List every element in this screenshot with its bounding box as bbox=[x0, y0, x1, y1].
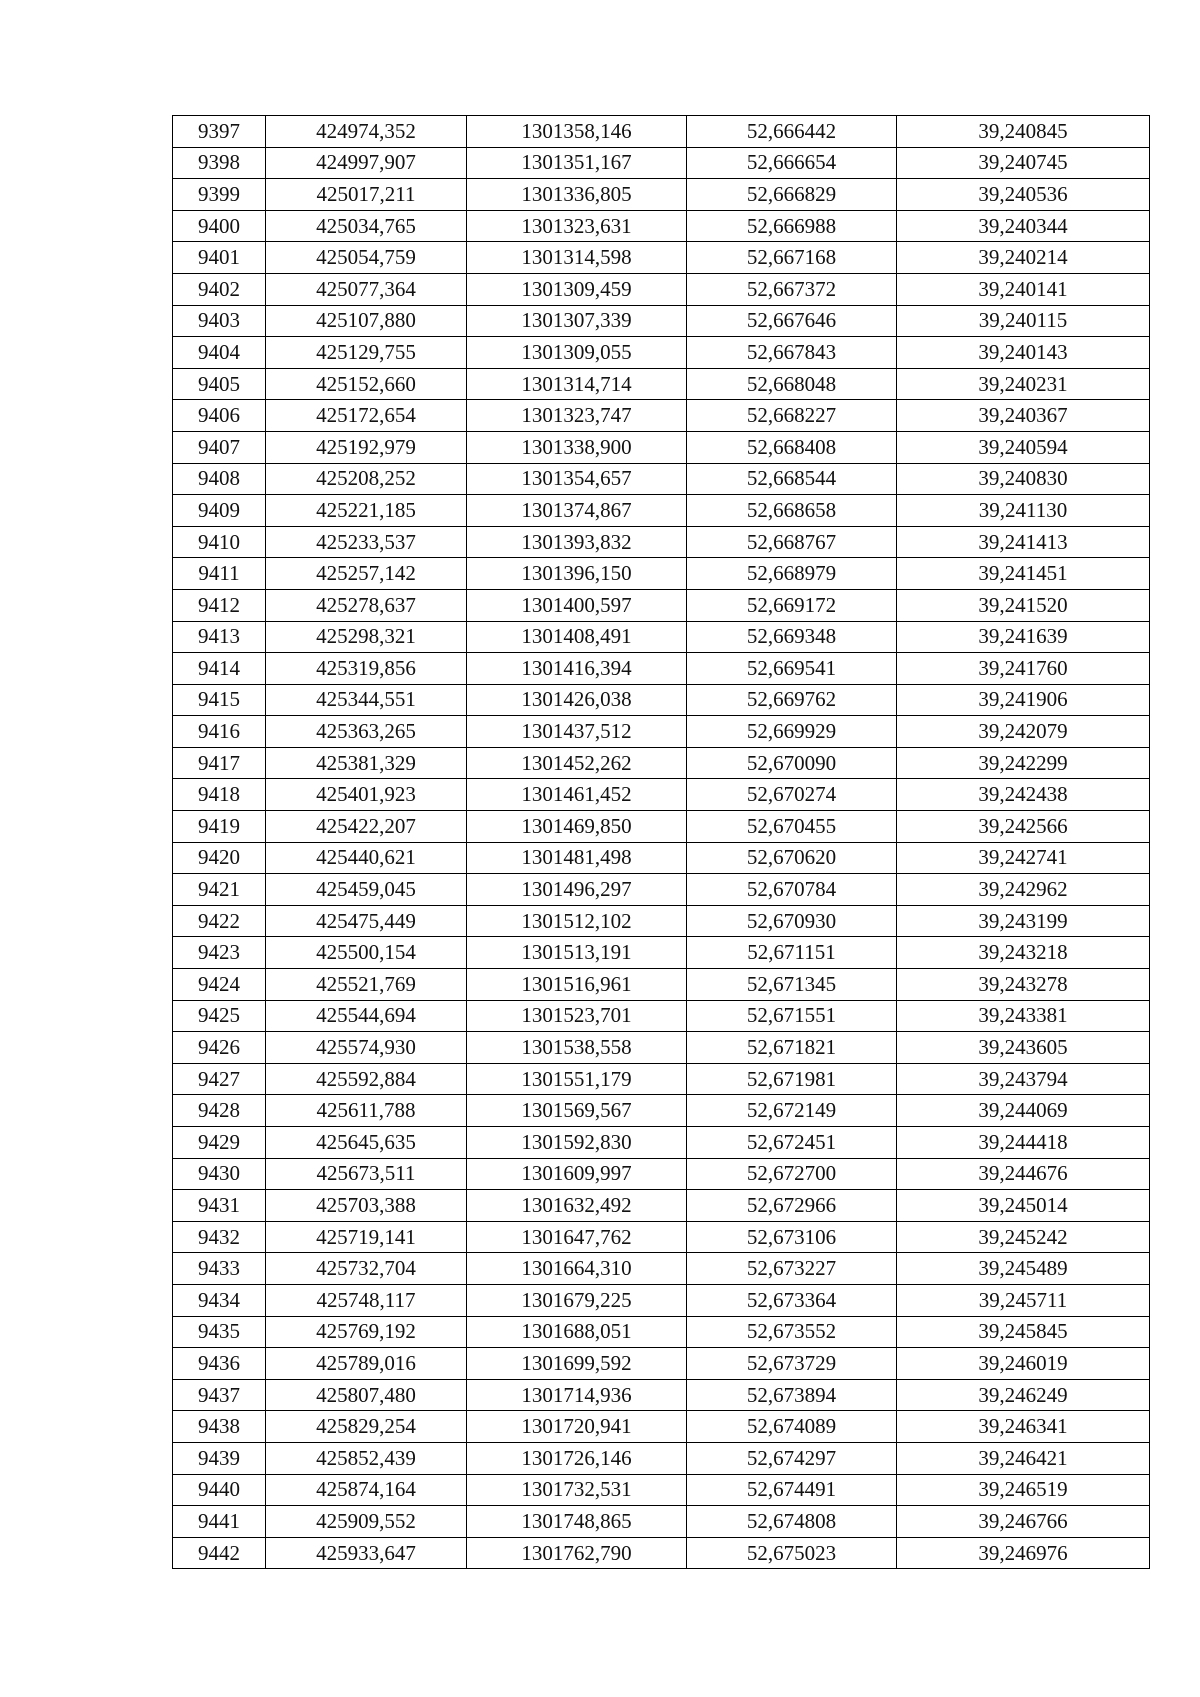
x-coordinate-cell: 425500,154 bbox=[266, 937, 467, 969]
y-coordinate-cell: 1301569,567 bbox=[467, 1095, 687, 1127]
y-coordinate-cell: 1301336,805 bbox=[467, 179, 687, 211]
longitude-cell: 39,241639 bbox=[897, 621, 1150, 653]
longitude-cell: 39,246341 bbox=[897, 1411, 1150, 1443]
x-coordinate-cell: 425233,537 bbox=[266, 526, 467, 558]
y-coordinate-cell: 1301461,452 bbox=[467, 779, 687, 811]
x-coordinate-cell: 425221,185 bbox=[266, 495, 467, 527]
table-row bbox=[173, 811, 1150, 843]
point-number-cell: 9405 bbox=[173, 368, 266, 400]
longitude-cell: 39,246249 bbox=[897, 1379, 1150, 1411]
y-coordinate-cell: 1301358,146 bbox=[467, 116, 687, 148]
x-coordinate-cell: 425475,449 bbox=[266, 905, 467, 937]
y-coordinate-cell: 1301396,150 bbox=[467, 558, 687, 590]
longitude-cell: 39,241520 bbox=[897, 589, 1150, 621]
point-number-cell: 9439 bbox=[173, 1442, 266, 1474]
table-row bbox=[173, 210, 1150, 242]
longitude-cell: 39,245242 bbox=[897, 1221, 1150, 1253]
table-row bbox=[173, 589, 1150, 621]
point-number-cell: 9399 bbox=[173, 179, 266, 211]
latitude-cell: 52,670784 bbox=[687, 874, 897, 906]
table-row bbox=[173, 179, 1150, 211]
table-row bbox=[173, 1348, 1150, 1380]
table-row bbox=[173, 558, 1150, 590]
table-row bbox=[173, 526, 1150, 558]
table-row bbox=[173, 273, 1150, 305]
x-coordinate-cell: 425208,252 bbox=[266, 463, 467, 495]
point-number-cell: 9397 bbox=[173, 116, 266, 148]
y-coordinate-cell: 1301732,531 bbox=[467, 1474, 687, 1506]
longitude-cell: 39,240745 bbox=[897, 147, 1150, 179]
y-coordinate-cell: 1301762,790 bbox=[467, 1537, 687, 1569]
x-coordinate-cell: 424974,352 bbox=[266, 116, 467, 148]
x-coordinate-cell: 424997,907 bbox=[266, 147, 467, 179]
latitude-cell: 52,671345 bbox=[687, 969, 897, 1001]
longitude-cell: 39,241130 bbox=[897, 495, 1150, 527]
latitude-cell: 52,668979 bbox=[687, 558, 897, 590]
table-row bbox=[173, 1190, 1150, 1222]
y-coordinate-cell: 1301512,102 bbox=[467, 905, 687, 937]
latitude-cell: 52,671821 bbox=[687, 1032, 897, 1064]
longitude-cell: 39,240845 bbox=[897, 116, 1150, 148]
y-coordinate-cell: 1301452,262 bbox=[467, 747, 687, 779]
table-row bbox=[173, 147, 1150, 179]
x-coordinate-cell: 425440,621 bbox=[266, 842, 467, 874]
point-number-cell: 9423 bbox=[173, 937, 266, 969]
table-row bbox=[173, 1537, 1150, 1569]
longitude-cell: 39,244069 bbox=[897, 1095, 1150, 1127]
longitude-cell: 39,240367 bbox=[897, 400, 1150, 432]
x-coordinate-cell: 425192,979 bbox=[266, 431, 467, 463]
y-coordinate-cell: 1301609,997 bbox=[467, 1158, 687, 1190]
table-row bbox=[173, 305, 1150, 337]
longitude-cell: 39,243381 bbox=[897, 1000, 1150, 1032]
latitude-cell: 52,673552 bbox=[687, 1316, 897, 1348]
latitude-cell: 52,674089 bbox=[687, 1411, 897, 1443]
y-coordinate-cell: 1301323,747 bbox=[467, 400, 687, 432]
coordinates-table bbox=[172, 115, 1150, 1569]
y-coordinate-cell: 1301481,498 bbox=[467, 842, 687, 874]
x-coordinate-cell: 425278,637 bbox=[266, 589, 467, 621]
y-coordinate-cell: 1301538,558 bbox=[467, 1032, 687, 1064]
table-row bbox=[173, 1063, 1150, 1095]
point-number-cell: 9413 bbox=[173, 621, 266, 653]
x-coordinate-cell: 425034,765 bbox=[266, 210, 467, 242]
point-number-cell: 9406 bbox=[173, 400, 266, 432]
table-row bbox=[173, 337, 1150, 369]
point-number-cell: 9419 bbox=[173, 811, 266, 843]
latitude-cell: 52,669172 bbox=[687, 589, 897, 621]
latitude-cell: 52,668408 bbox=[687, 431, 897, 463]
table-row bbox=[173, 874, 1150, 906]
point-number-cell: 9427 bbox=[173, 1063, 266, 1095]
point-number-cell: 9418 bbox=[173, 779, 266, 811]
y-coordinate-cell: 1301408,491 bbox=[467, 621, 687, 653]
y-coordinate-cell: 1301351,167 bbox=[467, 147, 687, 179]
y-coordinate-cell: 1301688,051 bbox=[467, 1316, 687, 1348]
table-row bbox=[173, 242, 1150, 274]
table-row bbox=[173, 684, 1150, 716]
longitude-cell: 39,242962 bbox=[897, 874, 1150, 906]
y-coordinate-cell: 1301426,038 bbox=[467, 684, 687, 716]
latitude-cell: 52,671981 bbox=[687, 1063, 897, 1095]
x-coordinate-cell: 425544,694 bbox=[266, 1000, 467, 1032]
y-coordinate-cell: 1301679,225 bbox=[467, 1284, 687, 1316]
point-number-cell: 9398 bbox=[173, 147, 266, 179]
point-number-cell: 9437 bbox=[173, 1379, 266, 1411]
longitude-cell: 39,242741 bbox=[897, 842, 1150, 874]
point-number-cell: 9417 bbox=[173, 747, 266, 779]
y-coordinate-cell: 1301523,701 bbox=[467, 1000, 687, 1032]
x-coordinate-cell: 425703,388 bbox=[266, 1190, 467, 1222]
longitude-cell: 39,240830 bbox=[897, 463, 1150, 495]
point-number-cell: 9400 bbox=[173, 210, 266, 242]
table-row bbox=[173, 1000, 1150, 1032]
coordinates-table-body bbox=[173, 116, 1150, 1569]
x-coordinate-cell: 425748,117 bbox=[266, 1284, 467, 1316]
longitude-cell: 39,243794 bbox=[897, 1063, 1150, 1095]
longitude-cell: 39,240214 bbox=[897, 242, 1150, 274]
longitude-cell: 39,245489 bbox=[897, 1253, 1150, 1285]
y-coordinate-cell: 1301632,492 bbox=[467, 1190, 687, 1222]
longitude-cell: 39,243218 bbox=[897, 937, 1150, 969]
y-coordinate-cell: 1301516,961 bbox=[467, 969, 687, 1001]
latitude-cell: 52,672149 bbox=[687, 1095, 897, 1127]
point-number-cell: 9426 bbox=[173, 1032, 266, 1064]
latitude-cell: 52,674297 bbox=[687, 1442, 897, 1474]
table-row bbox=[173, 1284, 1150, 1316]
x-coordinate-cell: 425381,329 bbox=[266, 747, 467, 779]
table-row bbox=[173, 779, 1150, 811]
longitude-cell: 39,240115 bbox=[897, 305, 1150, 337]
longitude-cell: 39,244676 bbox=[897, 1158, 1150, 1190]
point-number-cell: 9436 bbox=[173, 1348, 266, 1380]
point-number-cell: 9438 bbox=[173, 1411, 266, 1443]
latitude-cell: 52,667843 bbox=[687, 337, 897, 369]
point-number-cell: 9433 bbox=[173, 1253, 266, 1285]
latitude-cell: 52,673106 bbox=[687, 1221, 897, 1253]
y-coordinate-cell: 1301307,339 bbox=[467, 305, 687, 337]
latitude-cell: 52,674808 bbox=[687, 1506, 897, 1538]
longitude-cell: 39,240536 bbox=[897, 179, 1150, 211]
longitude-cell: 39,240231 bbox=[897, 368, 1150, 400]
longitude-cell: 39,243278 bbox=[897, 969, 1150, 1001]
point-number-cell: 9422 bbox=[173, 905, 266, 937]
point-number-cell: 9431 bbox=[173, 1190, 266, 1222]
latitude-cell: 52,670090 bbox=[687, 747, 897, 779]
point-number-cell: 9411 bbox=[173, 558, 266, 590]
latitude-cell: 52,666988 bbox=[687, 210, 897, 242]
x-coordinate-cell: 425363,265 bbox=[266, 716, 467, 748]
point-number-cell: 9401 bbox=[173, 242, 266, 274]
point-number-cell: 9424 bbox=[173, 969, 266, 1001]
y-coordinate-cell: 1301664,310 bbox=[467, 1253, 687, 1285]
y-coordinate-cell: 1301338,900 bbox=[467, 431, 687, 463]
table-row bbox=[173, 1442, 1150, 1474]
point-number-cell: 9404 bbox=[173, 337, 266, 369]
table-row bbox=[173, 747, 1150, 779]
latitude-cell: 52,670620 bbox=[687, 842, 897, 874]
table-row bbox=[173, 368, 1150, 400]
table-row bbox=[173, 495, 1150, 527]
x-coordinate-cell: 425054,759 bbox=[266, 242, 467, 274]
y-coordinate-cell: 1301513,191 bbox=[467, 937, 687, 969]
longitude-cell: 39,242438 bbox=[897, 779, 1150, 811]
x-coordinate-cell: 425673,511 bbox=[266, 1158, 467, 1190]
y-coordinate-cell: 1301437,512 bbox=[467, 716, 687, 748]
latitude-cell: 52,670455 bbox=[687, 811, 897, 843]
table-row bbox=[173, 463, 1150, 495]
x-coordinate-cell: 425172,654 bbox=[266, 400, 467, 432]
y-coordinate-cell: 1301496,297 bbox=[467, 874, 687, 906]
table-row bbox=[173, 653, 1150, 685]
point-number-cell: 9430 bbox=[173, 1158, 266, 1190]
table-row bbox=[173, 1253, 1150, 1285]
table-row bbox=[173, 1506, 1150, 1538]
latitude-cell: 52,666829 bbox=[687, 179, 897, 211]
longitude-cell: 39,245014 bbox=[897, 1190, 1150, 1222]
point-number-cell: 9409 bbox=[173, 495, 266, 527]
latitude-cell: 52,673894 bbox=[687, 1379, 897, 1411]
latitude-cell: 52,667372 bbox=[687, 273, 897, 305]
y-coordinate-cell: 1301748,865 bbox=[467, 1506, 687, 1538]
x-coordinate-cell: 425077,364 bbox=[266, 273, 467, 305]
point-number-cell: 9408 bbox=[173, 463, 266, 495]
point-number-cell: 9434 bbox=[173, 1284, 266, 1316]
table-row bbox=[173, 716, 1150, 748]
latitude-cell: 52,672451 bbox=[687, 1127, 897, 1159]
latitude-cell: 52,671551 bbox=[687, 1000, 897, 1032]
y-coordinate-cell: 1301374,867 bbox=[467, 495, 687, 527]
latitude-cell: 52,669348 bbox=[687, 621, 897, 653]
x-coordinate-cell: 425574,930 bbox=[266, 1032, 467, 1064]
latitude-cell: 52,670930 bbox=[687, 905, 897, 937]
point-number-cell: 9442 bbox=[173, 1537, 266, 1569]
x-coordinate-cell: 425732,704 bbox=[266, 1253, 467, 1285]
y-coordinate-cell: 1301647,762 bbox=[467, 1221, 687, 1253]
x-coordinate-cell: 425344,551 bbox=[266, 684, 467, 716]
point-number-cell: 9414 bbox=[173, 653, 266, 685]
x-coordinate-cell: 425129,755 bbox=[266, 337, 467, 369]
x-coordinate-cell: 425459,045 bbox=[266, 874, 467, 906]
y-coordinate-cell: 1301323,631 bbox=[467, 210, 687, 242]
point-number-cell: 9421 bbox=[173, 874, 266, 906]
table-row bbox=[173, 937, 1150, 969]
x-coordinate-cell: 425829,254 bbox=[266, 1411, 467, 1443]
point-number-cell: 9410 bbox=[173, 526, 266, 558]
latitude-cell: 52,668767 bbox=[687, 526, 897, 558]
y-coordinate-cell: 1301714,936 bbox=[467, 1379, 687, 1411]
longitude-cell: 39,240141 bbox=[897, 273, 1150, 305]
longitude-cell: 39,245845 bbox=[897, 1316, 1150, 1348]
longitude-cell: 39,241413 bbox=[897, 526, 1150, 558]
longitude-cell: 39,246421 bbox=[897, 1442, 1150, 1474]
y-coordinate-cell: 1301400,597 bbox=[467, 589, 687, 621]
table-row bbox=[173, 1474, 1150, 1506]
point-number-cell: 9435 bbox=[173, 1316, 266, 1348]
longitude-cell: 39,246766 bbox=[897, 1506, 1150, 1538]
latitude-cell: 52,673729 bbox=[687, 1348, 897, 1380]
x-coordinate-cell: 425807,480 bbox=[266, 1379, 467, 1411]
point-number-cell: 9432 bbox=[173, 1221, 266, 1253]
longitude-cell: 39,241906 bbox=[897, 684, 1150, 716]
x-coordinate-cell: 425401,923 bbox=[266, 779, 467, 811]
x-coordinate-cell: 425257,142 bbox=[266, 558, 467, 590]
table-row bbox=[173, 1379, 1150, 1411]
longitude-cell: 39,240143 bbox=[897, 337, 1150, 369]
point-number-cell: 9415 bbox=[173, 684, 266, 716]
latitude-cell: 52,668544 bbox=[687, 463, 897, 495]
longitude-cell: 39,243605 bbox=[897, 1032, 1150, 1064]
latitude-cell: 52,673227 bbox=[687, 1253, 897, 1285]
longitude-cell: 39,240344 bbox=[897, 210, 1150, 242]
latitude-cell: 52,673364 bbox=[687, 1284, 897, 1316]
longitude-cell: 39,246519 bbox=[897, 1474, 1150, 1506]
x-coordinate-cell: 425592,884 bbox=[266, 1063, 467, 1095]
point-number-cell: 9429 bbox=[173, 1127, 266, 1159]
longitude-cell: 39,242079 bbox=[897, 716, 1150, 748]
table-row bbox=[173, 842, 1150, 874]
latitude-cell: 52,668048 bbox=[687, 368, 897, 400]
point-number-cell: 9425 bbox=[173, 1000, 266, 1032]
x-coordinate-cell: 425422,207 bbox=[266, 811, 467, 843]
y-coordinate-cell: 1301309,055 bbox=[467, 337, 687, 369]
y-coordinate-cell: 1301314,598 bbox=[467, 242, 687, 274]
table-row bbox=[173, 1032, 1150, 1064]
y-coordinate-cell: 1301551,179 bbox=[467, 1063, 687, 1095]
y-coordinate-cell: 1301720,941 bbox=[467, 1411, 687, 1443]
y-coordinate-cell: 1301309,459 bbox=[467, 273, 687, 305]
latitude-cell: 52,669541 bbox=[687, 653, 897, 685]
y-coordinate-cell: 1301416,394 bbox=[467, 653, 687, 685]
longitude-cell: 39,241760 bbox=[897, 653, 1150, 685]
table-row bbox=[173, 1127, 1150, 1159]
longitude-cell: 39,245711 bbox=[897, 1284, 1150, 1316]
point-number-cell: 9402 bbox=[173, 273, 266, 305]
x-coordinate-cell: 425789,016 bbox=[266, 1348, 467, 1380]
point-number-cell: 9412 bbox=[173, 589, 266, 621]
table-row bbox=[173, 905, 1150, 937]
latitude-cell: 52,671151 bbox=[687, 937, 897, 969]
table-row bbox=[173, 400, 1150, 432]
y-coordinate-cell: 1301699,592 bbox=[467, 1348, 687, 1380]
y-coordinate-cell: 1301354,657 bbox=[467, 463, 687, 495]
longitude-cell: 39,240594 bbox=[897, 431, 1150, 463]
x-coordinate-cell: 425152,660 bbox=[266, 368, 467, 400]
point-number-cell: 9428 bbox=[173, 1095, 266, 1127]
longitude-cell: 39,242299 bbox=[897, 747, 1150, 779]
latitude-cell: 52,675023 bbox=[687, 1537, 897, 1569]
y-coordinate-cell: 1301314,714 bbox=[467, 368, 687, 400]
point-number-cell: 9416 bbox=[173, 716, 266, 748]
longitude-cell: 39,243199 bbox=[897, 905, 1150, 937]
y-coordinate-cell: 1301726,146 bbox=[467, 1442, 687, 1474]
latitude-cell: 52,666442 bbox=[687, 116, 897, 148]
x-coordinate-cell: 425874,164 bbox=[266, 1474, 467, 1506]
table-row bbox=[173, 431, 1150, 463]
latitude-cell: 52,669929 bbox=[687, 716, 897, 748]
x-coordinate-cell: 425769,192 bbox=[266, 1316, 467, 1348]
table-row bbox=[173, 116, 1150, 148]
point-number-cell: 9407 bbox=[173, 431, 266, 463]
table-row bbox=[173, 621, 1150, 653]
point-number-cell: 9441 bbox=[173, 1506, 266, 1538]
x-coordinate-cell: 425107,880 bbox=[266, 305, 467, 337]
latitude-cell: 52,667646 bbox=[687, 305, 897, 337]
point-number-cell: 9403 bbox=[173, 305, 266, 337]
x-coordinate-cell: 425319,856 bbox=[266, 653, 467, 685]
y-coordinate-cell: 1301393,832 bbox=[467, 526, 687, 558]
longitude-cell: 39,244418 bbox=[897, 1127, 1150, 1159]
table-row bbox=[173, 969, 1150, 1001]
latitude-cell: 52,669762 bbox=[687, 684, 897, 716]
y-coordinate-cell: 1301469,850 bbox=[467, 811, 687, 843]
latitude-cell: 52,667168 bbox=[687, 242, 897, 274]
latitude-cell: 52,668658 bbox=[687, 495, 897, 527]
latitude-cell: 52,674491 bbox=[687, 1474, 897, 1506]
x-coordinate-cell: 425852,439 bbox=[266, 1442, 467, 1474]
y-coordinate-cell: 1301592,830 bbox=[467, 1127, 687, 1159]
point-number-cell: 9440 bbox=[173, 1474, 266, 1506]
point-number-cell: 9420 bbox=[173, 842, 266, 874]
x-coordinate-cell: 425933,647 bbox=[266, 1537, 467, 1569]
latitude-cell: 52,672966 bbox=[687, 1190, 897, 1222]
latitude-cell: 52,670274 bbox=[687, 779, 897, 811]
latitude-cell: 52,666654 bbox=[687, 147, 897, 179]
table-row bbox=[173, 1095, 1150, 1127]
table-row bbox=[173, 1158, 1150, 1190]
x-coordinate-cell: 425611,788 bbox=[266, 1095, 467, 1127]
x-coordinate-cell: 425645,635 bbox=[266, 1127, 467, 1159]
longitude-cell: 39,246976 bbox=[897, 1537, 1150, 1569]
longitude-cell: 39,246019 bbox=[897, 1348, 1150, 1380]
x-coordinate-cell: 425298,321 bbox=[266, 621, 467, 653]
table-row bbox=[173, 1221, 1150, 1253]
latitude-cell: 52,672700 bbox=[687, 1158, 897, 1190]
latitude-cell: 52,668227 bbox=[687, 400, 897, 432]
x-coordinate-cell: 425909,552 bbox=[266, 1506, 467, 1538]
x-coordinate-cell: 425719,141 bbox=[266, 1221, 467, 1253]
longitude-cell: 39,242566 bbox=[897, 811, 1150, 843]
x-coordinate-cell: 425017,211 bbox=[266, 179, 467, 211]
x-coordinate-cell: 425521,769 bbox=[266, 969, 467, 1001]
table-row bbox=[173, 1411, 1150, 1443]
table-row bbox=[173, 1316, 1150, 1348]
longitude-cell: 39,241451 bbox=[897, 558, 1150, 590]
